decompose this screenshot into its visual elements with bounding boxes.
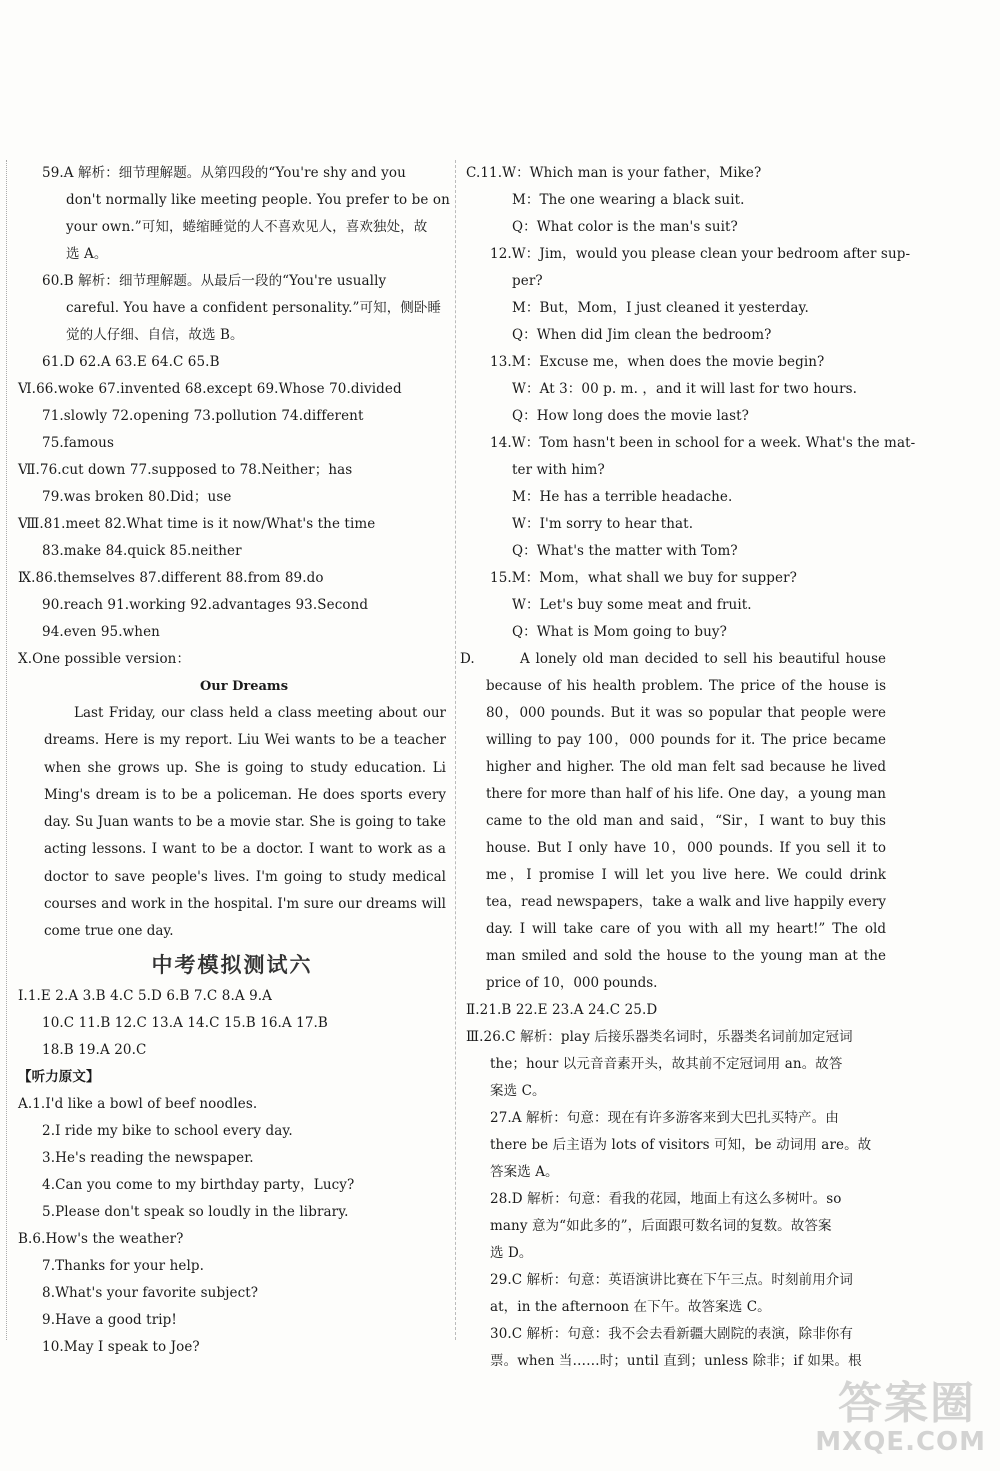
column-divider — [455, 160, 456, 1340]
answer-28-line: 28.D 解析：句意：看我的花园，地面上有这么多树叶。so — [490, 1191, 842, 1207]
listening-part-d — [460, 646, 886, 997]
dialogue-line: W：At 3：00 p. m. ，and it will last for two hours. — [512, 381, 858, 397]
section-6-line: 71.slowly 72.opening 73.pollution 74.different — [42, 408, 364, 424]
dialogue-line: Q：What's the matter with Tom? — [512, 543, 738, 559]
dialogue-line: W：I'm sorry to hear that. — [512, 516, 694, 532]
answer-26-line: the；hour 以元音音素开头，故其前不定冠词用 an。故答 — [490, 1056, 843, 1072]
dialogue-line: Q：How long does the movie last? — [512, 408, 749, 424]
section-7-line: Ⅶ.76.cut down 77.supposed to 78.Neither；has — [18, 462, 353, 478]
listening-a-line: A.1.I'd like a bowl of beef noodles. — [18, 1095, 258, 1112]
answer-26-line: 案选 C。 — [490, 1083, 546, 1099]
section-1-answers — [18, 983, 446, 1064]
listening-a-line: 3.He's reading the newspaper. — [42, 1149, 254, 1166]
essay-title: Our Dreams — [199, 679, 289, 694]
essay-paragraph: Last Friday, our class held a class meeting about our dreams. Here is my report. Liu Wei wants to be a teacher when she grows up. She is going to study education. Li Ming's dream is to be a policeman. He does sports every day. Su Juan wants to be a movie star. She is going to take acting lessons. I want to be a doctor. I want to work as a doctor to save people's lives. I'm going to study medical courses and work in the hospital. I'm sure our dreams will come true one day. — [44, 705, 446, 940]
section-2-answers: Ⅱ.21.B 22.E 23.A 24.C 25.D — [466, 1002, 658, 1018]
section-8-line: Ⅷ.81.meet 82.What time is it now/What's the time — [18, 516, 376, 532]
dialogue-line: Q：What color is the man's suit? — [512, 219, 738, 235]
answer-26 — [466, 1024, 886, 1105]
answer-30-line: 票。when 当……时；until 直到；unless 除非；if 如果。根 — [490, 1353, 862, 1369]
watermark-site: MXQE.COM — [815, 1427, 986, 1457]
answer-28-line: many 意为“如此多的”，后面跟可数名词的复数。故答案 — [490, 1218, 832, 1234]
answer-28 — [466, 1186, 886, 1267]
dialogue-line: 14.W：Tom hasn't been in school for a week. What's the mat- — [490, 435, 916, 451]
answer-29 — [466, 1267, 886, 1321]
section-6-line: 75.famous — [42, 435, 114, 451]
answer-27-line: there be 后主语为 lots of visitors 可知，be 动词用 are。故 — [490, 1137, 872, 1153]
listening-a-line: 5.Please don't speak so loudly in the library. — [42, 1203, 349, 1220]
section-8-line: 83.make 84.quick 85.neither — [42, 543, 242, 559]
section-8-answers — [18, 511, 446, 565]
listening-a-line: 4.Can you come to my birthday party，Lucy? — [42, 1176, 355, 1193]
dialogue-line: M：He has a terrible headache. — [512, 489, 733, 505]
answer-59-line: don't normally like meeting people. You prefer to be on — [66, 192, 450, 208]
answer-29-line: 29.C 解析：句意：英语演讲比赛在下午三点。时刻前用介词 — [490, 1272, 853, 1288]
listening-heading: 【听力原文】 — [18, 1068, 100, 1085]
answer-28-line: 选 D。 — [490, 1245, 533, 1261]
part-d-passage — [466, 646, 886, 997]
section-1-line: 10.C 11.B 12.C 13.A 14.C 15.B 16.A 17.B — [42, 1014, 328, 1031]
dialogue-line: Q：When did Jim clean the bedroom? — [512, 327, 772, 343]
answer-60-line: careful. You have a confident personality.”可知，侧卧睡 — [66, 300, 442, 316]
left-column — [18, 160, 450, 1361]
listening-a-line: 2.I ride my bike to school every day. — [42, 1122, 293, 1139]
answer-60-line: 觉的人仔细、自信，故选 B。 — [66, 327, 244, 343]
part-d-text: A lonely old man decided to sell his beautiful house because of his health problem. The price of the house is 80，000 pounds. But it was so popular that people were willing to pay 100，000 pounds for it. The price became higher and higher. The old man felt sad because he lived there for more than half of his life. One day，a young man came to the old man and said，“Sir，I want to buy this house. But I only have 10，000 pounds. If you sell it to me，I promise I will let you live here. We could drink tea，read newspapers，take a walk and live happily every day. I will take care of you with all my heart!” The old man smiled and sold the house to the young man at the price of 10，000 pounds. — [486, 651, 886, 991]
answer-59-line: your own.”可知，蜷缩睡觉的人不喜欢见人，喜欢独处，故 — [66, 219, 428, 235]
part-d-label: D. — [460, 651, 475, 667]
answer-60 — [18, 268, 446, 349]
dialogue-line: M：The one wearing a black suit. — [512, 192, 745, 208]
dialogue-line: ter with him? — [512, 462, 605, 478]
dialogue-line: 12.W：Jim，would you please clean your bedroom after sup- — [490, 246, 911, 262]
answer-59 — [18, 160, 450, 268]
essay-body — [18, 700, 446, 946]
dialogue-line: W：Let's buy some meat and fruit. — [512, 597, 752, 613]
site-watermark — [786, 1367, 986, 1457]
answer-60-line: 60.B 解析：细节理解题。从最后一段的“You're usually — [42, 273, 387, 289]
section-1-line: 18.B 19.A 20.C — [42, 1041, 147, 1058]
dialogue-line: per? — [512, 273, 543, 289]
section-7-answers — [18, 457, 446, 511]
answer-59-line: 59.A 解析：细节理解题。从第四段的“You're shy and you — [42, 165, 406, 181]
dialogue-line: M：But，Mom，I just cleaned it yesterday. — [512, 300, 809, 316]
answer-26-line: Ⅲ.26.C 解析：play 后接乐器类名词时，乐器类名词前加定冠词 — [466, 1029, 853, 1045]
dialogue-line: Q：What is Mom going to buy? — [512, 624, 727, 640]
section-6-line: Ⅵ.66.woke 67.invented 68.except 69.Whose 70.divided — [18, 381, 402, 397]
listening-b-line: 9.Have a good trip! — [42, 1311, 177, 1328]
right-column — [460, 160, 916, 1375]
dialogue-line: C.11.W：Which man is your father，Mike? — [466, 165, 762, 181]
listening-b-line: B.6.How's the weather? — [18, 1230, 184, 1247]
listening-part-c — [466, 160, 916, 646]
section-7-line: 79.was broken 80.Did；use — [42, 489, 232, 505]
answer-27-line: 答案选 A。 — [490, 1164, 559, 1180]
dialogue-line: 13.M：Excuse me，when does the movie begin? — [490, 354, 825, 370]
section-10-heading: Ⅹ.One possible version： — [18, 651, 191, 667]
section-1-line: Ⅰ.1.E 2.A 3.B 4.C 5.D 6.B 7.C 8.A 9.A — [18, 987, 273, 1004]
answer-59-line: 选 A。 — [66, 246, 108, 262]
section-9-answers — [18, 565, 446, 646]
section-9-line: 90.reach 91.working 92.advantages 93.Second — [42, 597, 369, 613]
page-edge-marks — [6, 160, 7, 1340]
listening-part-b — [18, 1226, 446, 1361]
watermark-logo: 答案圈 — [838, 1378, 976, 1429]
answer-30-line: 30.C 解析：句意：我不会去看新疆大剧院的表演，除非你有 — [490, 1326, 853, 1342]
listening-part-a — [18, 1091, 446, 1226]
answer-29-line: at，in the afternoon 在下午。故答案选 C。 — [490, 1299, 771, 1315]
section-6-answers — [18, 376, 446, 457]
answer-27-line: 27.A 解析：句意：现在有许多游客来到大巴扎买特产。由 — [490, 1110, 839, 1126]
answers-61-65: 61.D 62.A 63.E 64.C 65.B — [42, 354, 220, 370]
dialogue-line: 15.M：Mom，what shall we buy for supper? — [490, 570, 798, 586]
listening-b-line: 8.What's your favorite subject? — [42, 1284, 259, 1301]
listening-b-line: 10.May I speak to Joe? — [42, 1338, 200, 1355]
section-9-line: 94.even 95.when — [42, 624, 160, 640]
answer-27 — [466, 1105, 886, 1186]
test-section-title: 中考模拟测试六 — [151, 952, 313, 977]
section-9-line: Ⅸ.86.themselves 87.different 88.from 89.do — [18, 570, 324, 586]
listening-b-line: 7.Thanks for your help. — [42, 1257, 205, 1274]
